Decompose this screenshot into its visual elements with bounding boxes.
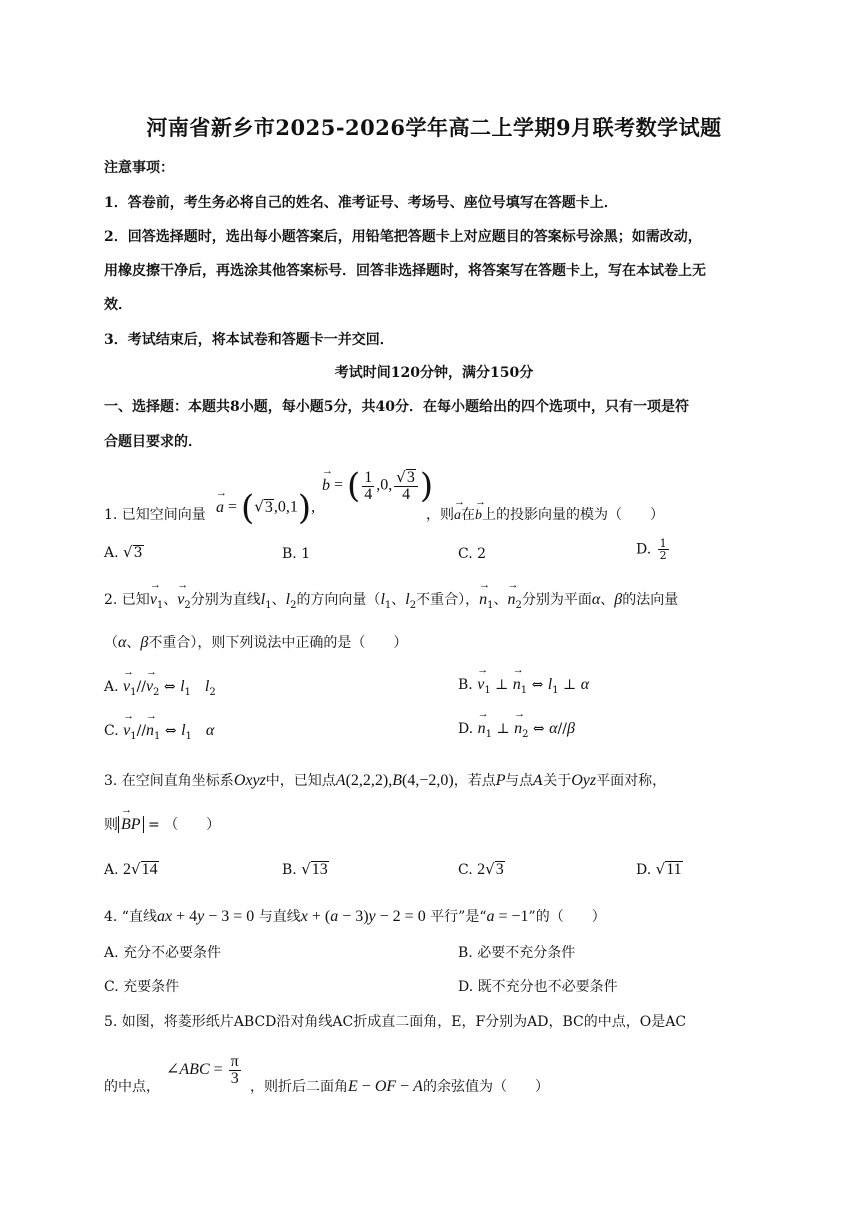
q3-option-a[interactable]: A. 2√14 bbox=[104, 860, 158, 878]
notice-item-2-line-3: 效． bbox=[104, 297, 132, 313]
q1-option-c[interactable]: C. 2 bbox=[458, 546, 487, 562]
q4-option-c[interactable]: C. 充要条件 bbox=[104, 979, 180, 995]
q3-option-d[interactable]: D. √11 bbox=[636, 860, 682, 878]
q1-vector-a: → a = (√3,0,1), bbox=[216, 488, 315, 528]
q1-option-b[interactable]: B. 1 bbox=[282, 546, 311, 562]
q4-option-d[interactable]: D. 既不充分也不必要条件 bbox=[458, 979, 618, 995]
q3-option-b[interactable]: B. √13 bbox=[282, 860, 328, 878]
q1-mid: ，则→ a在→ b上的投影向量的模为（ ） bbox=[426, 504, 664, 524]
notice-item-2-line-1: 2．回答选择题时，选出每小题答案后，用铅笔把答题卡上对应题目的答案标号涂黑；如需改动， bbox=[104, 229, 702, 245]
q2-option-d[interactable]: D. → $n_1$ ⊥ → $n_2$ ⇔ α//β bbox=[458, 720, 575, 740]
q3-option-c[interactable]: C. 2√3 bbox=[458, 860, 504, 878]
question-3-line-2: 则→ BP = （ ） bbox=[104, 814, 220, 834]
exam-info: 考试时间120分钟，满分150分 bbox=[334, 365, 534, 381]
q1-prefix: 1. 已知空间向量 bbox=[104, 507, 206, 523]
q4-option-b[interactable]: B. 必要不充分条件 bbox=[458, 945, 576, 961]
notice-item-1: 1．答卷前，考生务必将自己的姓名、准考证号、考场号、座位号填写在答题卡上． bbox=[104, 195, 618, 211]
q1-option-d[interactable]: D. $\frac{1}{2}$ bbox=[636, 537, 667, 562]
notice-item-2-line-2: 用橡皮擦干净后，再选涂其他答案标号．回答非选择题时，将答案写在答题卡上，写在本试卷上无 bbox=[104, 263, 706, 279]
question-4: 4. “直线ax + 4y − 3 = 0 与直线x + (a − 3)y − 2 = 0 平行”是“a = −1”的（ ） bbox=[104, 908, 606, 925]
q2-option-a[interactable]: A. → $v_1//\to v_2$ ⇔ $l_1$ $l_2$ bbox=[104, 676, 216, 698]
exam-page: 河南省新乡市2025-2026学年高二上学期9月联考数学试题 注意事项： 1．答卷前，考生务必将自己的姓名、准考证号、考场号、座位号填写在答题卡上． 2．回答选择题时，选出每小题答案后，用铅笔把答题卡上对应题目的答案标号涂黑；如需改动， 用橡皮擦干净后，再选涂其他答案标号．回答非选择题时，将答案写在答题卡上，写在本试卷上无 效． 3．考试结束后，将本试卷和答题卡一并交回． 考试时间120分钟，满分150分 一、选择题：本题共8小题，每小题5分，共40分．在每小题给出的四个选项中，只有一项是符 合题目要求的． 1. 已知空间向量 → a = (√3,0,1), → b = ( $\frac{1}{4}$ ,0, $\frac{√3}{4}$ ) ，则→ a在→ b上的投影向量的模为（ ） A. √3 B. 1 C. 2 D. $\frac{1}{2}$ 2. 已知→ $v_1$、→ $v_2$分别为直线$l_1$、$l_2$的方向向量（$l_1$、$l_2$不重合），→ $n_1$、→ $n_2$分别为平面α、β的法向量 （α、β不重合），则下列说法中正确的是（ ） A. → $v_1//\to v_2$ ⇔ $l_1$ $l_2$ B. → $v_1$ ⊥ → $n_1$ ⇔ $l_1$ ⊥ α C. → $v_1//\to n_1$ ⇔ $l_1$ α D. → $n_1$ ⊥ → $n_2$ ⇔ α//β 3. 在空间直角坐标系Oxyz中，已知点A(2,2,2),B(4,−2,0)，若点P与点A关于Oyz平面对称， 则→ BP = （ ） A. 2√14 B. √13 C. 2√3 D. √11 4. “直线ax + 4y − 3 = 0 与直线x + (a − 3)y − 2 = 0 平行”是“a = −1”的（ ） A. 充分不必要条件 B. 必要不充分条件 C. 充要条件 D. 既不充分也不必要条件 5. 如图，将菱形纸片ABCD沿对角线AC折成直二面角，E，F分别为AD，BC的中点，O是AC 的中点， ∠ABC = $\frac{\pi}{3}$ ，则折后二面角E − OF − A的余弦值为（ ） bbox=[0, 0, 868, 1227]
q4-option-a[interactable]: A. 充分不必要条件 bbox=[104, 945, 222, 961]
question-2-line-2: （α、β不重合），则下列说法中正确的是（ ） bbox=[104, 634, 408, 651]
section-1-line-1: 一、选择题：本题共8小题，每小题5分，共40分．在每小题给出的四个选项中，只有一项是符 bbox=[104, 399, 689, 415]
section-1-line-2: 合题目要求的． bbox=[104, 434, 202, 450]
page-title: 河南省新乡市2025-2026学年高二上学期9月联考数学试题 bbox=[146, 115, 722, 140]
q2-option-c[interactable]: C. → $v_1//\to n_1$ ⇔ $l_1$ α bbox=[104, 720, 214, 742]
q2-option-b[interactable]: B. → $v_1$ ⊥ → $n_1$ ⇔ $l_1$ ⊥ α bbox=[458, 676, 589, 696]
q1-option-a[interactable]: A. √3 bbox=[104, 543, 143, 561]
question-2-line-1: 2. 已知→ $v_1$、→ $v_2$分别为直线$l_1$、$l_2$的方向向量（$l_1$、$l_2$不重合），→ $n_1$、→ $n_2$分别为平面α、β的法向量 bbox=[104, 589, 678, 611]
notice-item-3: 3．考试结束后，将本试卷和答题卡一并交回． bbox=[104, 332, 394, 348]
notice-heading: 注意事项： bbox=[104, 160, 174, 176]
question-3-line-1: 3. 在空间直角坐标系Oxyz中，已知点A(2,2,2),B(4,−2,0)，若点P与点A关于Oyz平面对称， bbox=[104, 772, 667, 789]
question-5-line-1: 5. 如图，将菱形纸片ABCD沿对角线AC折成直二面角，E，F分别为AD，BC的中点，O是AC bbox=[104, 1014, 687, 1030]
q1-vector-b: → b = ( $\frac{1}{4}$ ,0, $\frac{√3}{4}$ ) bbox=[322, 466, 433, 506]
